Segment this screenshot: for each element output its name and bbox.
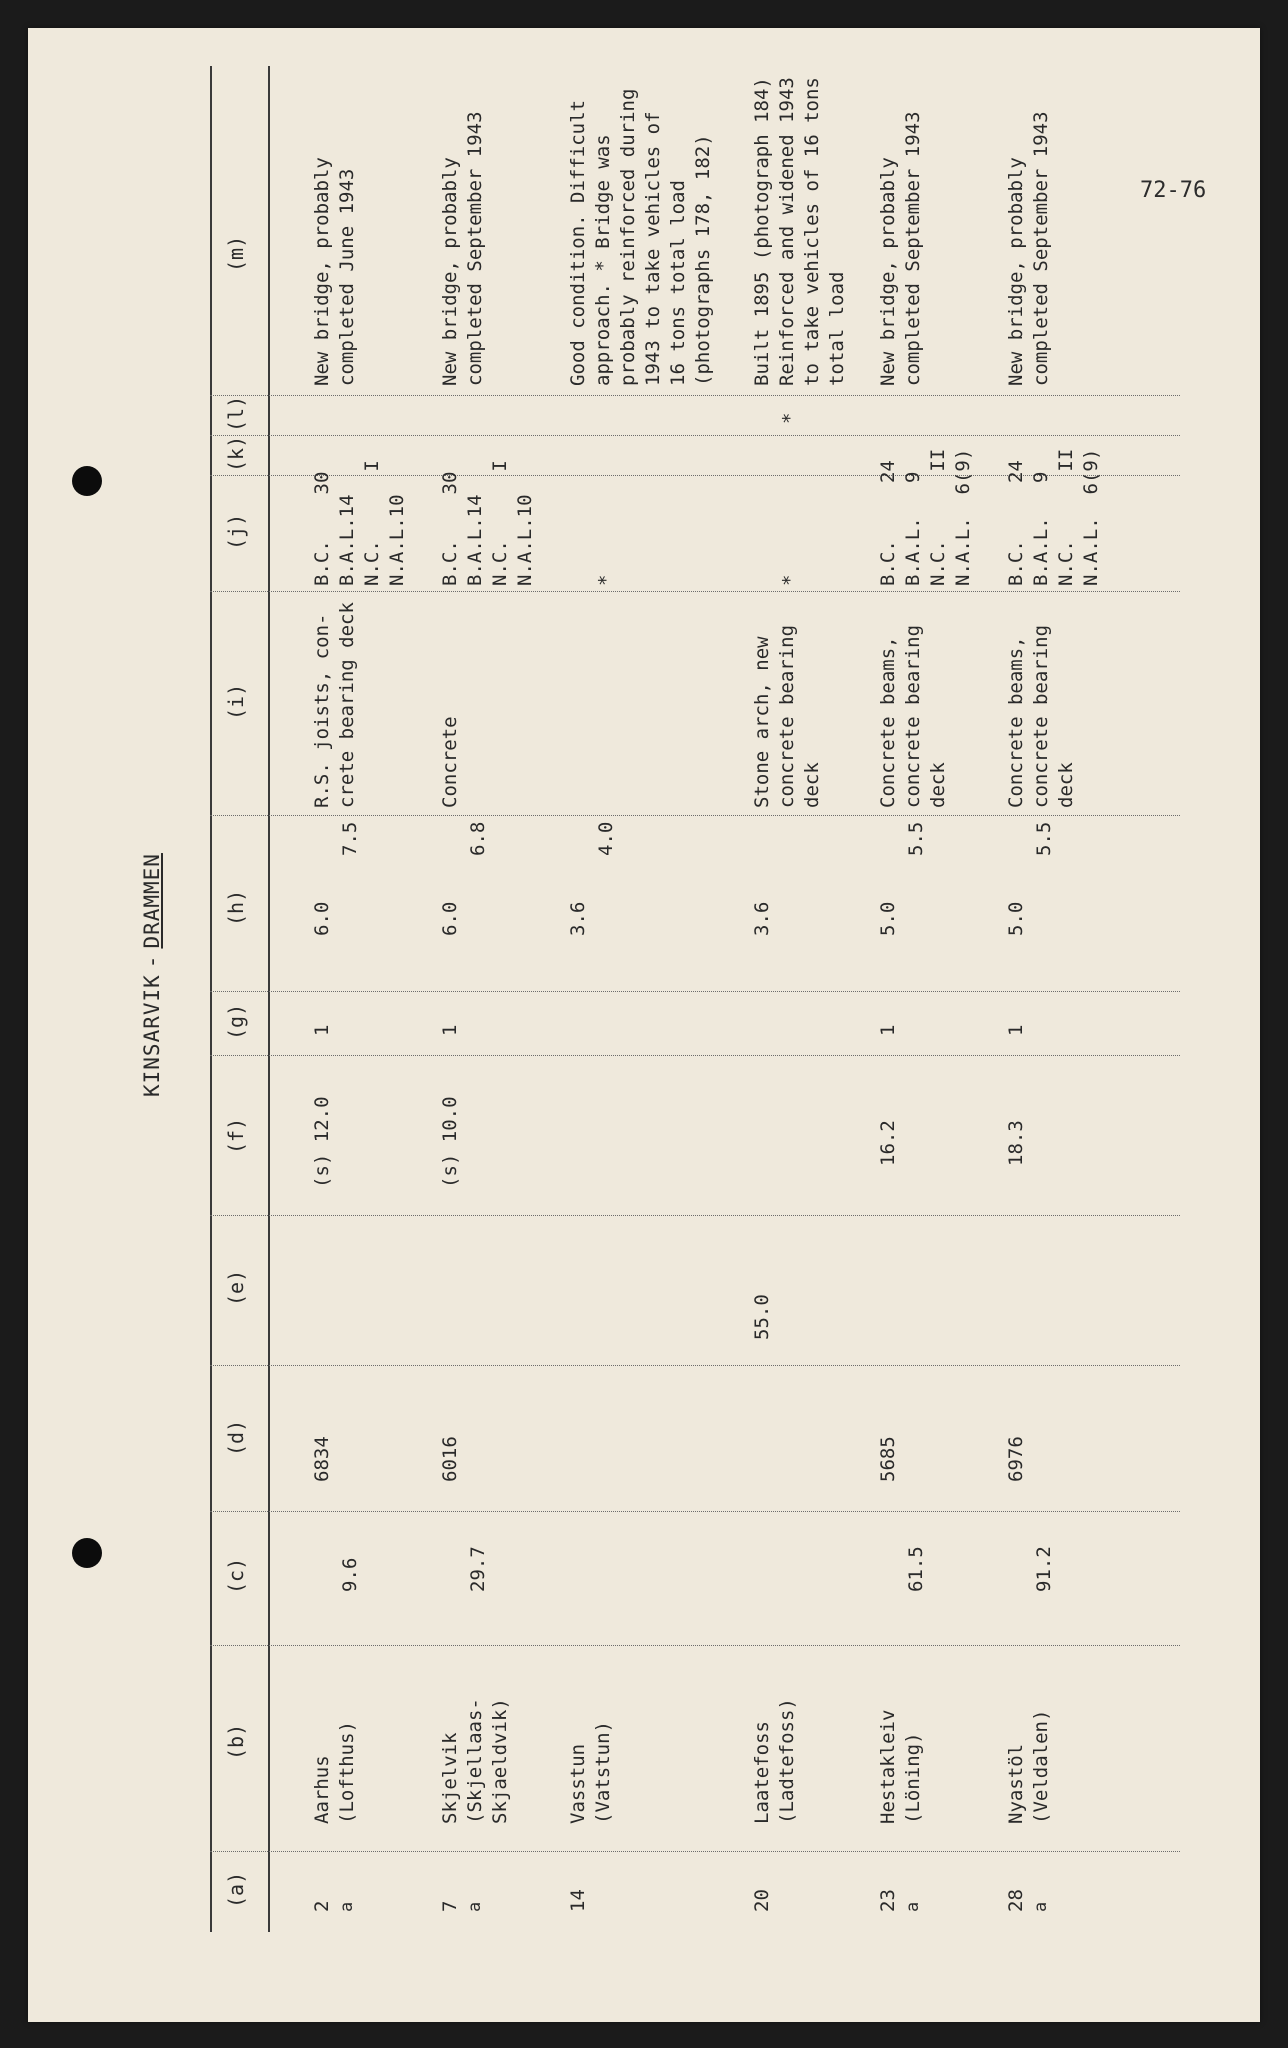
col-separator <box>210 991 1180 992</box>
remarks: New bridge, probably completed September 1943 <box>877 111 924 386</box>
col-f-value: (s) 12.0 <box>311 1096 333 1188</box>
col-g-value: 1 <box>877 1024 899 1036</box>
col-l-value: * <box>779 412 801 424</box>
header-i: (i) <box>224 683 248 720</box>
construction: Stone arch, new concrete bearing deck <box>751 624 823 808</box>
row-ref: 20 <box>751 1889 773 1912</box>
row-ref: 7 <box>439 1900 461 1912</box>
col-g-value: 1 <box>439 1024 461 1036</box>
col-h-value: 3.6 <box>567 901 589 936</box>
bridge-name: Laatefoss (Ladtefoss) <box>751 1698 798 1824</box>
title-from: KINSARVIK <box>140 974 164 1097</box>
header-j: (j) <box>224 513 248 550</box>
col-separator <box>210 1511 1180 1512</box>
col-h-value-2: 7.5 <box>339 821 361 856</box>
col-separator <box>210 1365 1180 1366</box>
col-separator <box>210 395 1180 396</box>
document-number: 72-76 <box>1140 178 1207 203</box>
row-ref-sub: a <box>1031 1901 1051 1912</box>
col-separator <box>210 591 1180 592</box>
punch-hole-top <box>72 466 102 496</box>
header-c: (c) <box>224 1557 248 1594</box>
bridge-name: Hestakleiv (Löning) <box>877 1709 924 1824</box>
col-f-value: (s) 10.0 <box>439 1096 461 1188</box>
construction: Concrete beams, concrete bearing deck <box>877 624 949 808</box>
col-c-value: 29.7 <box>467 1546 489 1592</box>
table-header-rule <box>268 66 270 1932</box>
col-d-value: 6976 <box>1005 1436 1027 1482</box>
remarks: Built 1895 (photograph 184) Reinforced and widened 1943 to take vehicles of 16 tons total load <box>751 77 848 386</box>
header-a: (a) <box>224 1871 248 1908</box>
header-g: (g) <box>224 1003 248 1040</box>
row-ref-sub: a <box>903 1901 923 1912</box>
bridge-name: Aarhus (Lofthus) <box>311 1721 358 1824</box>
rotated-bridge-table <box>140 66 1180 1932</box>
col-g-value: 1 <box>311 1024 333 1036</box>
punch-hole-bottom <box>72 1538 102 1568</box>
header-m: (m) <box>224 235 248 272</box>
header-h: (h) <box>224 889 248 926</box>
col-c-value: 91.2 <box>1033 1546 1055 1592</box>
table-top-rule <box>210 66 212 1932</box>
remarks: New bridge, probably completed September 1943 <box>1005 111 1052 386</box>
row-ref-sub: a <box>465 1901 485 1912</box>
bridge-name: Vasstun (Vatstun) <box>567 1721 614 1824</box>
row-ref: 14 <box>567 1889 589 1912</box>
col-g-value: 1 <box>1005 1024 1027 1036</box>
row-ref: 23 <box>877 1889 899 1912</box>
col-h-value: 6.0 <box>439 901 461 936</box>
remarks: Good condition. Difficult approach. * Bridge was probably reinforced during 1943 to take vehicles of 16 tons total load (photographs 178, 182) <box>567 88 714 386</box>
load-class: * <box>779 574 801 586</box>
load-class: * <box>595 574 617 586</box>
header-l: (l) <box>224 395 248 432</box>
col-h-value-2: 4.0 <box>595 821 617 856</box>
col-h-value-2: 5.5 <box>1033 821 1055 856</box>
header-b: (b) <box>224 1723 248 1760</box>
header-k: (k) <box>224 435 248 472</box>
page-title <box>140 853 165 1097</box>
construction: Concrete beams, concrete bearing deck <box>1005 624 1077 808</box>
remarks: New bridge, probably completed September 1943 <box>439 111 486 386</box>
col-separator <box>210 1851 1180 1852</box>
col-d-value: 5685 <box>877 1436 899 1482</box>
col-d-value: 6834 <box>311 1436 333 1482</box>
load-class: B.C. 30 B.A.L.14 N.C. I N.A.L.10 <box>311 460 408 586</box>
col-f-value: 16.2 <box>877 1120 899 1166</box>
load-class: B.C. 30 B.A.L.14 N.C. I N.A.L.10 <box>439 460 536 586</box>
title-separator: - <box>140 954 164 969</box>
col-f-value: 18.3 <box>1005 1120 1027 1166</box>
col-separator <box>210 815 1180 816</box>
title-to: DRAMMEN <box>140 853 164 949</box>
construction: R.S. joists, con- crete bearing deck <box>311 602 358 808</box>
col-separator <box>210 1215 1180 1216</box>
load-class: B.C. 24 B.A.L. 9 N.C. II N.A.L. 6(9) <box>1005 448 1102 586</box>
col-c-value: 9.6 <box>339 1557 361 1592</box>
col-h-value: 5.0 <box>877 901 899 936</box>
row-ref-sub: a <box>337 1901 357 1912</box>
col-e-value: 55.0 <box>751 1294 773 1340</box>
header-f: (f) <box>224 1117 248 1154</box>
header-e: (e) <box>224 1269 248 1306</box>
load-class: B.C. 24 B.A.L. 9 N.C. II N.A.L. 6(9) <box>877 448 974 586</box>
col-separator <box>210 1645 1180 1646</box>
col-separator <box>210 1055 1180 1056</box>
bridge-name: Nyastöl (Veldalen) <box>1005 1709 1052 1824</box>
col-c-value: 61.5 <box>905 1546 927 1592</box>
col-h-value: 5.0 <box>1005 901 1027 936</box>
row-ref: 28 <box>1005 1889 1027 1912</box>
remarks: New bridge, probably completed June 1943 <box>311 157 358 386</box>
col-h-value: 6.0 <box>311 901 333 936</box>
construction: Concrete <box>439 716 461 808</box>
col-h-value: 3.6 <box>751 901 773 936</box>
row-ref: 2 <box>311 1900 333 1912</box>
col-separator <box>210 435 1180 436</box>
bridge-name: Skjelvik (Skjellaas- Skjaeldvik) <box>439 1698 511 1824</box>
header-d: (d) <box>224 1419 248 1456</box>
col-d-value: 6016 <box>439 1436 461 1482</box>
col-h-value-2: 5.5 <box>905 821 927 856</box>
col-h-value-2: 6.8 <box>467 821 489 856</box>
